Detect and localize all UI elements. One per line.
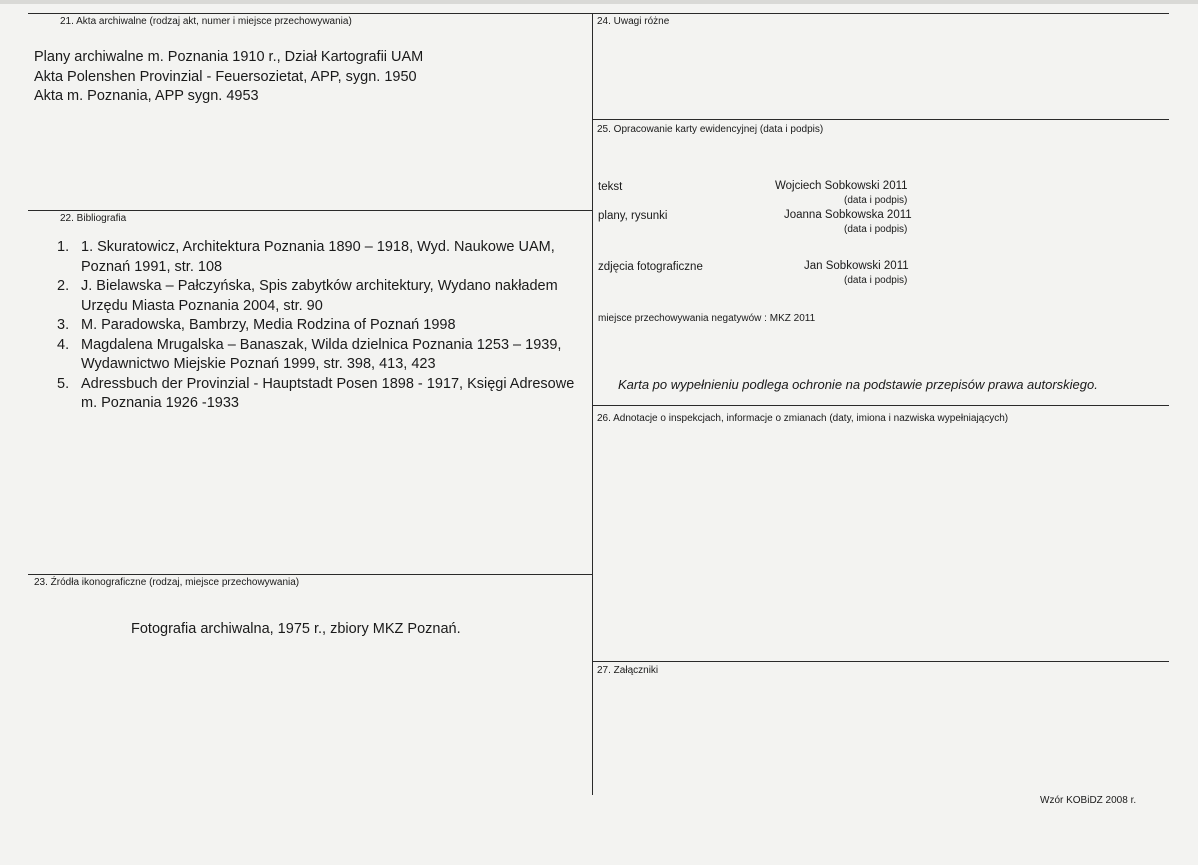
role-text: tekst [598,181,623,193]
bibliography-item [57,238,577,277]
section-21-label: 21. Akta archiwalne (rodzaj akt, numer i miejsce przechowywania) [60,16,352,27]
rule-25-26 [593,405,1169,406]
author-photos: Jan Sobkowski 2011 [804,260,909,272]
bibliography-item-number: 3. [57,317,70,333]
bibliography-item [57,375,577,414]
rule-22-23 [28,574,592,575]
center-divider [592,13,593,795]
role-photos: zdjęcia fotograficzne [598,261,703,273]
bibliography-list [57,238,577,414]
template-version: Wzór KOBiDZ 2008 r. [1040,795,1137,806]
role-plans: plany, rysunki [598,210,668,222]
author-text: Wojciech Sobkowski 2011 [775,180,908,192]
sign-hint: (data i podpis) [844,195,908,206]
bibliography-item-text: 1. Skuratowicz, Architektura Poznania 1890 – 1918, Wyd. Naukowe UAM, Poznań 1991, str. 108 [81,239,555,275]
bibliography-item-text: M. Paradowska, Bambrzy, Media Rodzina of Poznań 1998 [81,317,456,333]
section-21-line-2: Akta Polenshen Provinzial - Feuersozietat, APP, sygn. 1950 [34,69,417,85]
bibliography-item-number: 2. [57,278,70,294]
bibliography-item-text: Magdalena Mrugalska – Banaszak, Wilda dzielnica Poznania 1253 – 1939, Wydawnictwo Miejskie Poznań 1999, str. 398, 413, 423 [81,336,562,372]
section-21-line-1: Plany archiwalne m. Poznania 1910 r., Dział Kartografii UAM [34,49,424,65]
bibliography-item-number: 5. [57,375,70,392]
section-24-label: 24. Uwagi różne [597,16,670,27]
author-plans: Joanna Sobkowska 2011 [784,209,912,221]
bibliography-item-number: 1. [57,239,70,255]
copyright-note: Karta po wypełnieniu podlega ochronie na podstawie przepisów prawa autorskiego. [618,377,1098,392]
section-25-label: 25. Opracowanie karty ewidencyjnej (data i podpis) [597,124,824,135]
rule-24-25 [593,119,1169,120]
bibliography-item [57,336,577,375]
bibliography-item [57,277,577,316]
section-27-label: 27. Załączniki [597,665,659,676]
top-rule [28,13,1169,14]
negatives-storage: miejsce przechowywania negatywów : MKZ 2011 [598,313,816,324]
bibliography-item-text: J. Bielawska – Pałczyńska, Spis zabytków architektury, Wydano nakładem Urzędu Miasta Poznania 2004, str. 90 [81,278,558,314]
bibliography-item-text: Adressbuch der Provinzial - Hauptstadt Posen 1898 - 1917, Księgi Adresowe m. Poznania 1926 -1933 [81,375,575,411]
section-23-label: 23. Źródła ikonograficzne (rodzaj, miejsce przechowywania) [34,577,300,588]
sign-hint: (data i podpis) [844,275,908,286]
section-23-text: Fotografia archiwalna, 1975 r., zbiory MKZ Poznań. [131,621,461,637]
bibliography-item [57,316,577,336]
section-21-line-3: Akta m. Poznania, APP sygn. 4953 [34,88,259,104]
rule-21-22 [28,210,592,211]
sign-hint: (data i podpis) [844,224,908,235]
bibliography-item-number: 4. [57,336,70,353]
section-26-label: 26. Adnotacje o inspekcjach, informacje o zmianach (daty, imiona i nazwiska wypełniających) [597,413,1009,424]
section-22-label: 22. Bibliografia [60,213,127,224]
rule-26-27 [593,661,1169,662]
page-top-edge [0,0,1198,4]
